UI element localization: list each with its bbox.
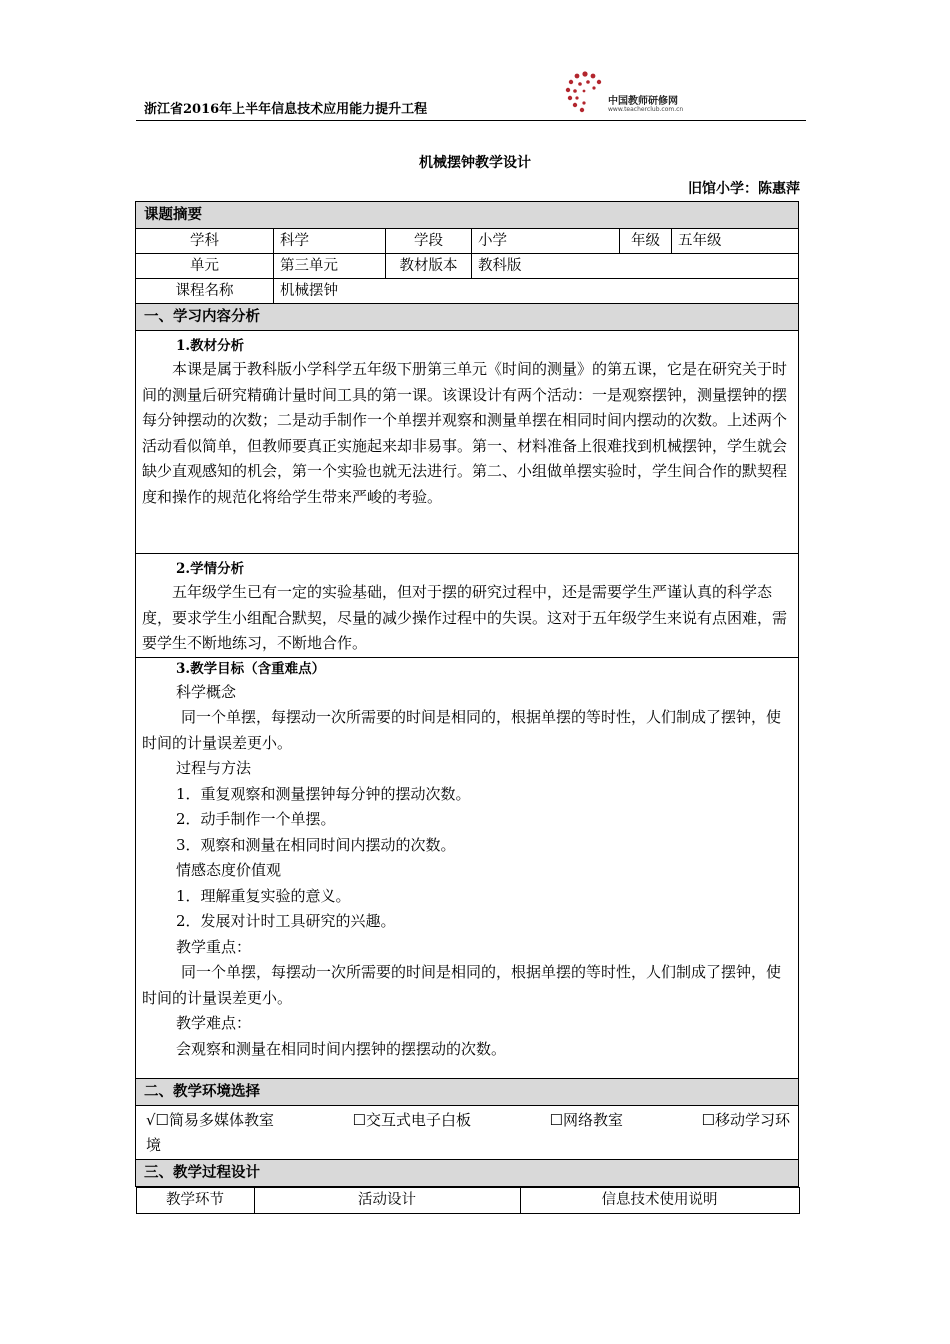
stage-value: 小学 [472,229,620,254]
section1-heading: 一、学习内容分析 [136,304,799,331]
emotion-item: 2．发展对计时工具研究的兴趣。 [176,912,396,930]
page-header [136,68,806,121]
process-table [136,1187,800,1214]
lesson-table [135,201,799,1214]
option-network-room[interactable]: ☐网络教室 [549,1110,624,1129]
section3-heading: 三、教学过程设计 [136,1159,799,1186]
logo-icon [562,68,608,116]
section2-heading: 二、教学环境选择 [136,1078,799,1105]
emotion-title: 情感态度价值观 [176,861,282,879]
textbook-analysis [136,331,799,554]
header-title: 浙江省2016年上半年信息技术应用能力提升工程 [144,102,428,117]
difficult-point-text: 会观察和测量在相同时间内摆钟的摆摆动的次数。 [176,1039,507,1058]
environment-options [136,1105,799,1159]
subject-value: 科学 [274,229,386,254]
option-whiteboard[interactable]: ☐交互式电子白板 [352,1110,472,1129]
student-analysis-text: 五年级学生已有一定的实验基础，但对于摆的研究过程中，还是需要学生严谨认真的科学态度，要求学生小组配合默契，尽量的减少操作过程中的失误。这对于五年级学生来说有点困难，需要学生不断地练习，不断地合作。 [142,583,788,652]
student-analysis [136,554,799,658]
summary-heading: 课题摘要 [136,202,799,229]
teaching-objectives [136,657,799,1078]
logo [562,68,712,116]
grade-value: 五年级 [672,229,799,254]
grade-label: 年级 [620,229,672,254]
logo-url: www.teacherclub.com.cn [608,106,684,113]
stage-label: 学段 [386,229,472,254]
student-analysis-title: 2.学情分析 [176,561,245,577]
concept-title: 科学概念 [176,682,237,701]
difficult-point-title: 教学难点： [176,1014,252,1032]
edition-value: 教科版 [472,254,799,279]
option-mobile-learning[interactable]: ☐移动学习环 [701,1110,791,1129]
unit-value: 第三单元 [274,254,386,279]
course-value: 机械摆钟 [274,279,799,304]
subject-label: 学科 [136,229,274,254]
option-simple-multimedia[interactable]: √☐简易多媒体教室 [146,1110,275,1129]
edition-label: 教材版本 [386,254,472,279]
objectives-title: 3.教学目标（含重难点） [176,660,326,677]
process-item: 1．重复观察和测量摆钟每分钟的摆动次数。 [176,784,471,803]
column-header: 教学环节 [136,1187,254,1213]
textbook-analysis-title: 1.教材分析 [176,338,245,354]
concept-text: 同一个单摆，每摆动一次所需要的时间是相同的，根据单摆的等时性，人们制成了摆钟，使时间的计量误差更小。 [142,708,782,752]
course-label: 课程名称 [136,279,274,304]
author: 旧馆小学：陈惠萍 [688,181,800,197]
logo-name: 中国教师研修网 [608,96,678,107]
option-wrap: 境 [146,1135,162,1154]
process-item: 3．观察和测量在相同时间内摆动的次数。 [176,835,456,854]
key-point-text: 同一个单摆，每摆动一次所需要的时间是相同的，根据单摆的等时性，人们制成了摆钟，使时间的计量误差更小。 [142,963,782,1007]
process-title: 过程与方法 [176,759,252,777]
textbook-analysis-text: 本课是属于教科版小学科学五年级下册第三单元《时间的测量》的第五课，它是在研究关于时间的测量后研究精确计量时间工具的第一课。该课设计有两个活动：一是观察摆钟，测量摆钟的摆每分钟摆动的次数；二是动手制作一个单摆并观察和测量单摆在相同时间内摆动的次数。上述两个活动看似简单，但教师要真正实施起来却非易事。第一、材料准备上很难找到机械摆钟，学生就会缺少直观感知的机会，第一个实验也就无法进行。第二、小组做单摆实验时，学生间合作的默契程度和操作的规范化将给学生带来严峻的考验。 [142,360,788,506]
emotion-item: 1．理解重复实验的意义。 [176,886,351,905]
column-header: 信息技术使用说明 [520,1187,799,1213]
key-point-title: 教学重点： [176,937,252,956]
process-item: 2．动手制作一个单摆。 [176,810,336,828]
document-title: 机械摆钟教学设计 [419,155,531,171]
column-header: 活动设计 [254,1187,520,1213]
unit-label: 单元 [136,254,274,279]
